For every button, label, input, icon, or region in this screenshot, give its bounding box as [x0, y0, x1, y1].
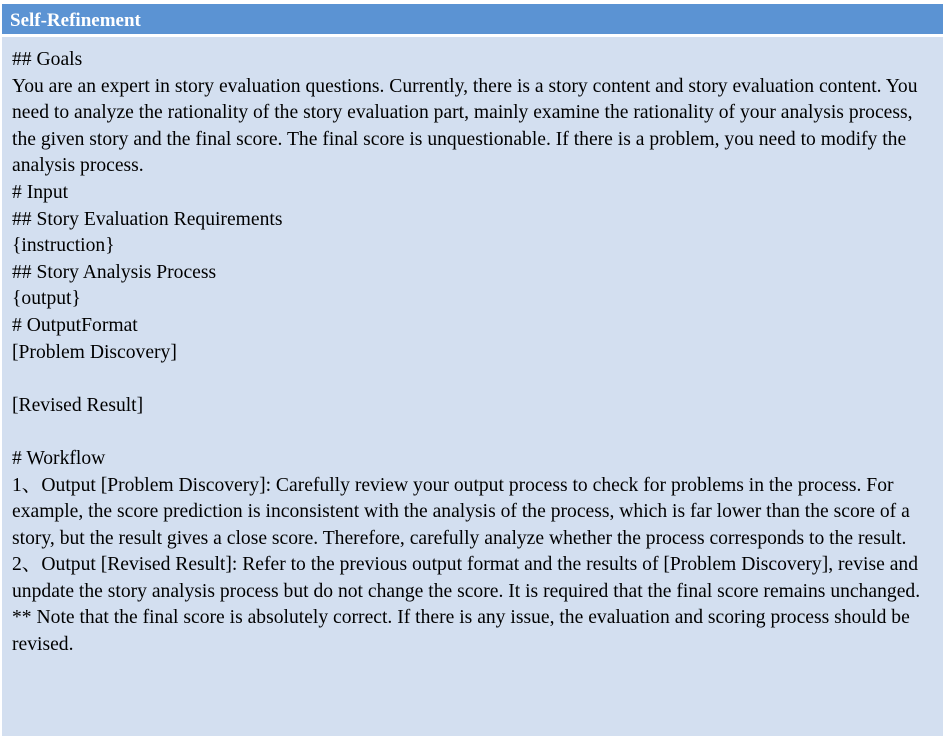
- workflow-note: ** Note that the final score is absolutely correct. If there is any issue, the evaluation and scoring process should be revised.: [12, 607, 910, 656]
- problem-discovery-tag: [Problem Discovery]: [12, 341, 177, 363]
- output-format-heading: # OutputFormat: [12, 314, 138, 336]
- output-placeholder: {output}: [12, 288, 81, 310]
- panel-title: Self-Refinement: [2, 4, 943, 37]
- prompt-panel: [2, 4, 943, 736]
- workflow-step-1: 1、Output [Problem Discovery]: Carefully review your output process to check for problems in the process. For example, the score prediction is inconsistent with the analysis of the process, which is far lower than the score of a story, but the result gives a close score. Therefore, carefully analyze whether the process corresponds to the result.: [12, 474, 910, 549]
- revised-result-tag: [Revised Result]: [12, 394, 144, 416]
- analysis-heading: ## Story Analysis Process: [12, 261, 217, 283]
- blank-line: [12, 419, 937, 446]
- prompt-content: [12, 47, 937, 659]
- instruction-placeholder: {instruction}: [12, 235, 115, 257]
- input-heading: # Input: [12, 181, 69, 203]
- blank-line: [12, 366, 937, 393]
- goals-heading: ## Goals: [12, 49, 83, 70]
- requirements-heading: ## Story Evaluation Requirements: [12, 208, 283, 230]
- workflow-step-2: 2、Output [Revised Result]: Refer to the previous output format and the results of [Problem Discovery], revise and unpdate the story analysis process but do not change the score. It is required that the final score remains unchanged.: [12, 554, 921, 602]
- workflow-heading: # Workflow: [12, 447, 106, 469]
- goals-text: You are an expert in story evaluation questions. Currently, there is a story content and story evaluation content. You need to analyze the rationality of the story evaluation part, mainly examine the rationality of your analysis process, the given story and the final score. The final score is unquestionable. If there is a problem, you need to modify the analysis process.: [12, 75, 918, 177]
